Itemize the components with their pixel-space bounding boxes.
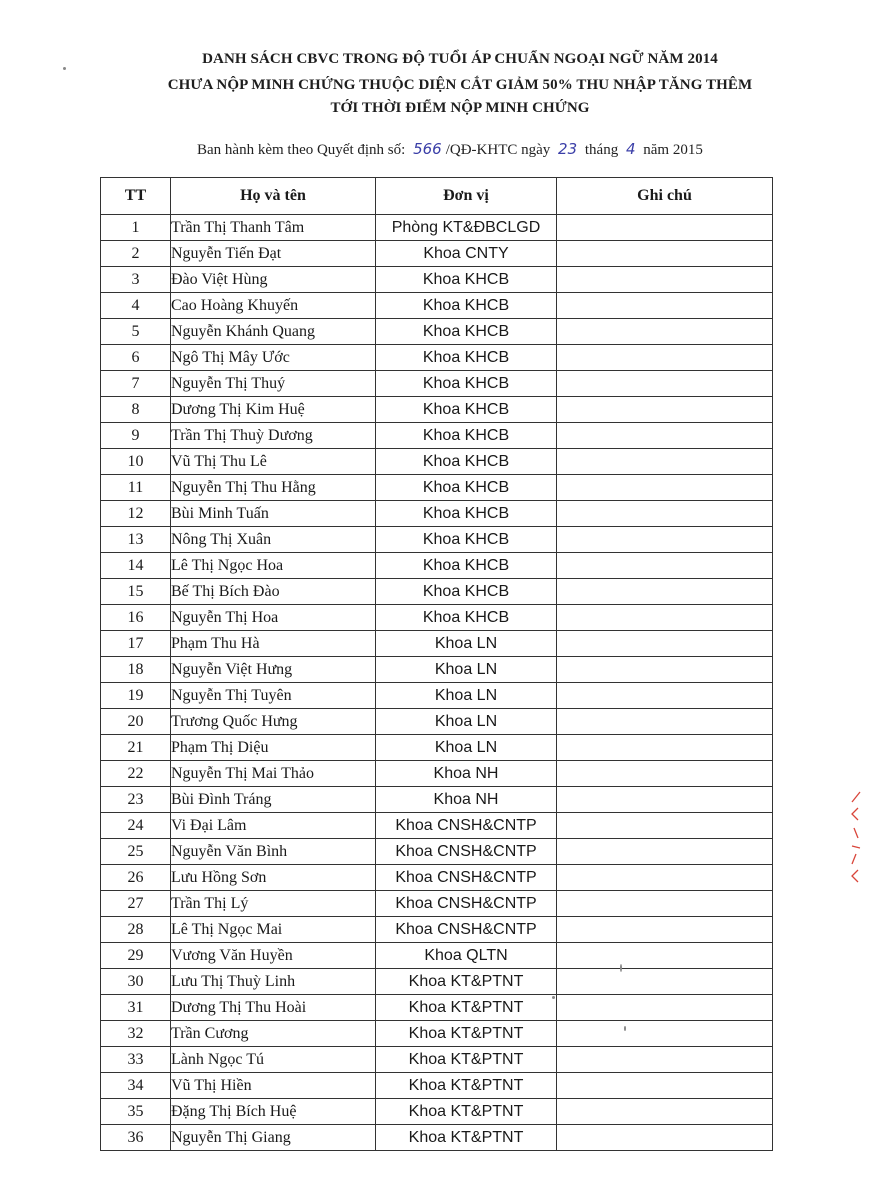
row-note bbox=[557, 241, 773, 267]
row-unit: Khoa KHCB bbox=[376, 267, 557, 293]
row-number: 29 bbox=[101, 943, 171, 969]
row-note bbox=[557, 1021, 773, 1047]
row-name: Nguyễn Thị Thu Hằng bbox=[171, 475, 376, 501]
decision-day: 23 bbox=[558, 140, 578, 158]
row-note bbox=[557, 709, 773, 735]
row-note bbox=[557, 891, 773, 917]
row-name: Trần Thị Lý bbox=[171, 891, 376, 917]
row-unit: Khoa KT&PTNT bbox=[376, 1125, 557, 1151]
row-name: Ngô Thị Mây Ước bbox=[171, 345, 376, 371]
table-row bbox=[101, 397, 773, 423]
row-number: 36 bbox=[101, 1125, 171, 1151]
row-name: Vi Đại Lâm bbox=[171, 813, 376, 839]
table-row bbox=[101, 1125, 773, 1151]
row-name: Lưu Hồng Sơn bbox=[171, 865, 376, 891]
row-number: 12 bbox=[101, 501, 171, 527]
title-line-2: CHƯA NỘP MINH CHỨNG THUỘC DIỆN CẮT GIẢM 50% THU NHẬP TĂNG THÊM bbox=[167, 77, 753, 93]
row-number: 13 bbox=[101, 527, 171, 553]
row-name: Đặng Thị Bích Huệ bbox=[171, 1099, 376, 1125]
table-row bbox=[101, 891, 773, 917]
row-note bbox=[557, 839, 773, 865]
margin-handwritten-mark bbox=[846, 790, 866, 890]
row-number: 19 bbox=[101, 683, 171, 709]
row-unit: Khoa QLTN bbox=[376, 943, 557, 969]
row-number: 17 bbox=[101, 631, 171, 657]
row-number: 28 bbox=[101, 917, 171, 943]
row-note bbox=[557, 475, 773, 501]
row-note bbox=[557, 1125, 773, 1151]
table-row bbox=[101, 501, 773, 527]
table-row bbox=[101, 1073, 773, 1099]
decision-number: 566 bbox=[413, 140, 442, 158]
row-name: Phạm Thị Diệu bbox=[171, 735, 376, 761]
row-number: 32 bbox=[101, 1021, 171, 1047]
table-row bbox=[101, 657, 773, 683]
row-note bbox=[557, 969, 773, 995]
table-body bbox=[101, 215, 773, 1151]
row-number: 10 bbox=[101, 449, 171, 475]
column-header-tt: TT bbox=[101, 178, 171, 215]
row-unit: Khoa NH bbox=[376, 761, 557, 787]
row-note bbox=[557, 319, 773, 345]
table-row bbox=[101, 865, 773, 891]
row-note bbox=[557, 423, 773, 449]
row-unit: Khoa KHCB bbox=[376, 397, 557, 423]
row-unit: Khoa KT&PTNT bbox=[376, 995, 557, 1021]
row-number: 16 bbox=[101, 605, 171, 631]
row-name: Nguyễn Thị Thuý bbox=[171, 371, 376, 397]
decision-month: 4 bbox=[625, 140, 636, 158]
row-name: Bế Thị Bích Đào bbox=[171, 579, 376, 605]
row-name: Trần Thị Thanh Tâm bbox=[171, 215, 376, 241]
row-unit: Khoa KHCB bbox=[376, 371, 557, 397]
row-unit: Khoa CNSH&CNTP bbox=[376, 813, 557, 839]
scan-speck bbox=[63, 67, 66, 70]
row-name: Vũ Thị Hiền bbox=[171, 1073, 376, 1099]
row-unit: Khoa KHCB bbox=[376, 475, 557, 501]
row-name: Nguyễn Khánh Quang bbox=[171, 319, 376, 345]
row-name: Vương Văn Huyền bbox=[171, 943, 376, 969]
row-note bbox=[557, 215, 773, 241]
table-row bbox=[101, 683, 773, 709]
row-name: Bùi Minh Tuấn bbox=[171, 501, 376, 527]
decision-prefix: Ban hành kèm theo Quyết định số: bbox=[197, 142, 406, 158]
row-unit: Khoa LN bbox=[376, 709, 557, 735]
row-number: 20 bbox=[101, 709, 171, 735]
decision-reference bbox=[197, 140, 703, 159]
row-unit: Khoa KHCB bbox=[376, 449, 557, 475]
row-note bbox=[557, 293, 773, 319]
row-unit: Khoa KHCB bbox=[376, 605, 557, 631]
row-number: 25 bbox=[101, 839, 171, 865]
row-number: 30 bbox=[101, 969, 171, 995]
table-row bbox=[101, 579, 773, 605]
row-number: 21 bbox=[101, 735, 171, 761]
row-number: 34 bbox=[101, 1073, 171, 1099]
table-row bbox=[101, 761, 773, 787]
row-name: Lê Thị Ngọc Hoa bbox=[171, 553, 376, 579]
table-row bbox=[101, 345, 773, 371]
margin-mark-stroke bbox=[852, 792, 860, 882]
row-name: Nguyễn Thị Hoa bbox=[171, 605, 376, 631]
row-note bbox=[557, 527, 773, 553]
scan-speck bbox=[620, 964, 622, 972]
row-unit: Khoa CNSH&CNTP bbox=[376, 917, 557, 943]
table-row bbox=[101, 813, 773, 839]
table-row bbox=[101, 371, 773, 397]
decision-month-label: tháng bbox=[584, 142, 619, 158]
table-row bbox=[101, 943, 773, 969]
row-unit: Khoa LN bbox=[376, 683, 557, 709]
table-row bbox=[101, 319, 773, 345]
row-unit: Khoa KHCB bbox=[376, 345, 557, 371]
row-name: Vũ Thị Thu Lê bbox=[171, 449, 376, 475]
row-note bbox=[557, 449, 773, 475]
table-row bbox=[101, 1047, 773, 1073]
table-row bbox=[101, 475, 773, 501]
row-unit: Khoa LN bbox=[376, 657, 557, 683]
row-unit: Phòng KT&ĐBCLGD bbox=[376, 215, 557, 241]
scan-speck bbox=[552, 996, 555, 999]
row-unit: Khoa KHCB bbox=[376, 553, 557, 579]
row-note bbox=[557, 865, 773, 891]
row-name: Cao Hoàng Khuyến bbox=[171, 293, 376, 319]
row-name: Nguyễn Việt Hưng bbox=[171, 657, 376, 683]
row-number: 15 bbox=[101, 579, 171, 605]
title-line-3: TỚI THỜI ĐIỂM NỘP MINH CHỨNG bbox=[330, 100, 590, 116]
row-number: 7 bbox=[101, 371, 171, 397]
table-row bbox=[101, 735, 773, 761]
row-number: 8 bbox=[101, 397, 171, 423]
table-row bbox=[101, 293, 773, 319]
table-row bbox=[101, 423, 773, 449]
table-row bbox=[101, 527, 773, 553]
row-name: Phạm Thu Hà bbox=[171, 631, 376, 657]
row-number: 5 bbox=[101, 319, 171, 345]
row-name: Trần Cương bbox=[171, 1021, 376, 1047]
staff-table bbox=[100, 177, 773, 1151]
row-note bbox=[557, 1047, 773, 1073]
row-note bbox=[557, 735, 773, 761]
row-number: 14 bbox=[101, 553, 171, 579]
row-note bbox=[557, 683, 773, 709]
row-unit: Khoa CNSH&CNTP bbox=[376, 891, 557, 917]
table-row bbox=[101, 449, 773, 475]
row-name: Trần Thị Thuỳ Dương bbox=[171, 423, 376, 449]
row-note bbox=[557, 1099, 773, 1125]
decision-year: năm 2015 bbox=[643, 142, 703, 158]
row-name: Nguyễn Văn Bình bbox=[171, 839, 376, 865]
column-header-unit: Đơn vị bbox=[376, 178, 557, 215]
row-note bbox=[557, 501, 773, 527]
row-unit: Khoa KHCB bbox=[376, 579, 557, 605]
row-number: 33 bbox=[101, 1047, 171, 1073]
table-row bbox=[101, 839, 773, 865]
row-name: Dương Thị Kim Huệ bbox=[171, 397, 376, 423]
row-note bbox=[557, 345, 773, 371]
decision-suffix: /QĐ-KHTC ngày bbox=[445, 142, 551, 158]
row-number: 22 bbox=[101, 761, 171, 787]
row-note bbox=[557, 761, 773, 787]
table-header-row bbox=[101, 178, 773, 215]
row-unit: Khoa KT&PTNT bbox=[376, 1047, 557, 1073]
table-row bbox=[101, 709, 773, 735]
row-note bbox=[557, 397, 773, 423]
row-unit: Khoa LN bbox=[376, 735, 557, 761]
row-number: 23 bbox=[101, 787, 171, 813]
table-row bbox=[101, 969, 773, 995]
row-number: 27 bbox=[101, 891, 171, 917]
row-number: 24 bbox=[101, 813, 171, 839]
row-number: 1 bbox=[101, 215, 171, 241]
table-row bbox=[101, 631, 773, 657]
row-number: 18 bbox=[101, 657, 171, 683]
table-row bbox=[101, 1021, 773, 1047]
scan-speck bbox=[624, 1026, 626, 1031]
row-number: 31 bbox=[101, 995, 171, 1021]
table-row bbox=[101, 553, 773, 579]
row-number: 4 bbox=[101, 293, 171, 319]
row-unit: Khoa CNSH&CNTP bbox=[376, 865, 557, 891]
row-name: Nguyễn Thị Giang bbox=[171, 1125, 376, 1151]
row-number: 26 bbox=[101, 865, 171, 891]
row-name: Bùi Đình Tráng bbox=[171, 787, 376, 813]
row-note bbox=[557, 267, 773, 293]
row-note bbox=[557, 943, 773, 969]
row-note bbox=[557, 917, 773, 943]
row-note bbox=[557, 605, 773, 631]
row-unit: Khoa KHCB bbox=[376, 293, 557, 319]
row-name: Nguyễn Thị Mai Thảo bbox=[171, 761, 376, 787]
table-row bbox=[101, 787, 773, 813]
row-name: Nguyễn Tiến Đạt bbox=[171, 241, 376, 267]
row-unit: Khoa KT&PTNT bbox=[376, 969, 557, 995]
row-unit: Khoa KT&PTNT bbox=[376, 1021, 557, 1047]
row-unit: Khoa KHCB bbox=[376, 527, 557, 553]
column-header-name: Họ và tên bbox=[171, 178, 376, 215]
row-name: Nông Thị Xuân bbox=[171, 527, 376, 553]
row-number: 6 bbox=[101, 345, 171, 371]
row-note bbox=[557, 657, 773, 683]
row-note bbox=[557, 1073, 773, 1099]
row-unit: Khoa KHCB bbox=[376, 423, 557, 449]
row-number: 9 bbox=[101, 423, 171, 449]
row-name: Lê Thị Ngọc Mai bbox=[171, 917, 376, 943]
row-unit: Khoa CNSH&CNTP bbox=[376, 839, 557, 865]
row-unit: Khoa KHCB bbox=[376, 501, 557, 527]
row-name: Nguyễn Thị Tuyên bbox=[171, 683, 376, 709]
row-note bbox=[557, 995, 773, 1021]
table-row bbox=[101, 995, 773, 1021]
row-note bbox=[557, 579, 773, 605]
row-note bbox=[557, 631, 773, 657]
row-number: 3 bbox=[101, 267, 171, 293]
row-unit: Khoa LN bbox=[376, 631, 557, 657]
table-row bbox=[101, 267, 773, 293]
row-note bbox=[557, 787, 773, 813]
title-line-1: DANH SÁCH CBVC TRONG ĐỘ TUỔI ÁP CHUẨN NGOẠI NGỮ NĂM 2014 bbox=[202, 51, 718, 67]
row-number: 35 bbox=[101, 1099, 171, 1125]
table-row bbox=[101, 241, 773, 267]
row-unit: Khoa KHCB bbox=[376, 319, 557, 345]
row-name: Dương Thị Thu Hoài bbox=[171, 995, 376, 1021]
row-note bbox=[557, 553, 773, 579]
column-header-note: Ghi chú bbox=[557, 178, 773, 215]
row-unit: Khoa KT&PTNT bbox=[376, 1099, 557, 1125]
table-row bbox=[101, 215, 773, 241]
row-name: Đào Việt Hùng bbox=[171, 267, 376, 293]
row-note bbox=[557, 813, 773, 839]
table-row bbox=[101, 605, 773, 631]
row-name: Lưu Thị Thuỳ Linh bbox=[171, 969, 376, 995]
row-name: Trương Quốc Hưng bbox=[171, 709, 376, 735]
table-row bbox=[101, 1099, 773, 1125]
row-name: Lành Ngọc Tú bbox=[171, 1047, 376, 1073]
row-note bbox=[557, 371, 773, 397]
table-row bbox=[101, 917, 773, 943]
row-unit: Khoa NH bbox=[376, 787, 557, 813]
row-number: 2 bbox=[101, 241, 171, 267]
row-unit: Khoa KT&PTNT bbox=[376, 1073, 557, 1099]
row-unit: Khoa CNTY bbox=[376, 241, 557, 267]
row-number: 11 bbox=[101, 475, 171, 501]
